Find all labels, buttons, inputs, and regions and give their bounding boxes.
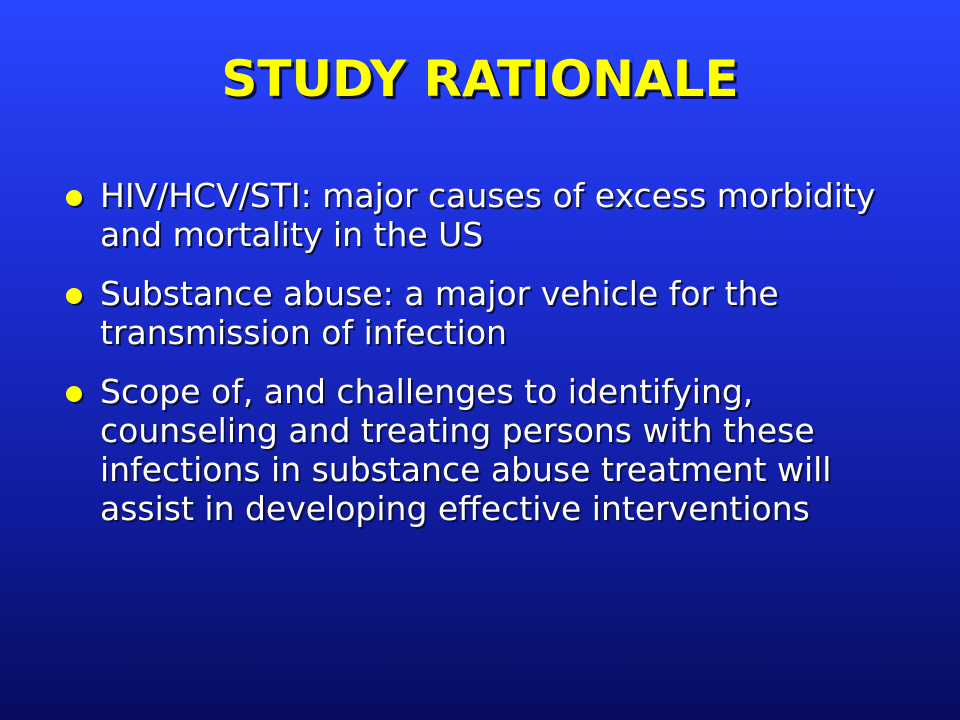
bullet-text: Substance abuse: a major vehicle for the transmission of infection [100, 274, 779, 352]
bullet-dot-icon [66, 190, 82, 206]
bullet-dot-icon [66, 386, 82, 402]
bullet-item [66, 372, 916, 528]
bullet-text: Scope of, and challenges to identifying, counseling and treating persons with these infections in substance abuse treatment will assist in developing effective interventions [100, 372, 832, 528]
bullet-dot-icon [66, 288, 82, 304]
slide-title: STUDY RATIONALE [221, 50, 739, 108]
bullet-list [66, 176, 916, 548]
bullet-item [66, 176, 916, 254]
bullet-text: HIV/HCV/STI: major causes of excess morbidity and mortality in the US [100, 176, 876, 254]
bullet-item [66, 274, 916, 352]
